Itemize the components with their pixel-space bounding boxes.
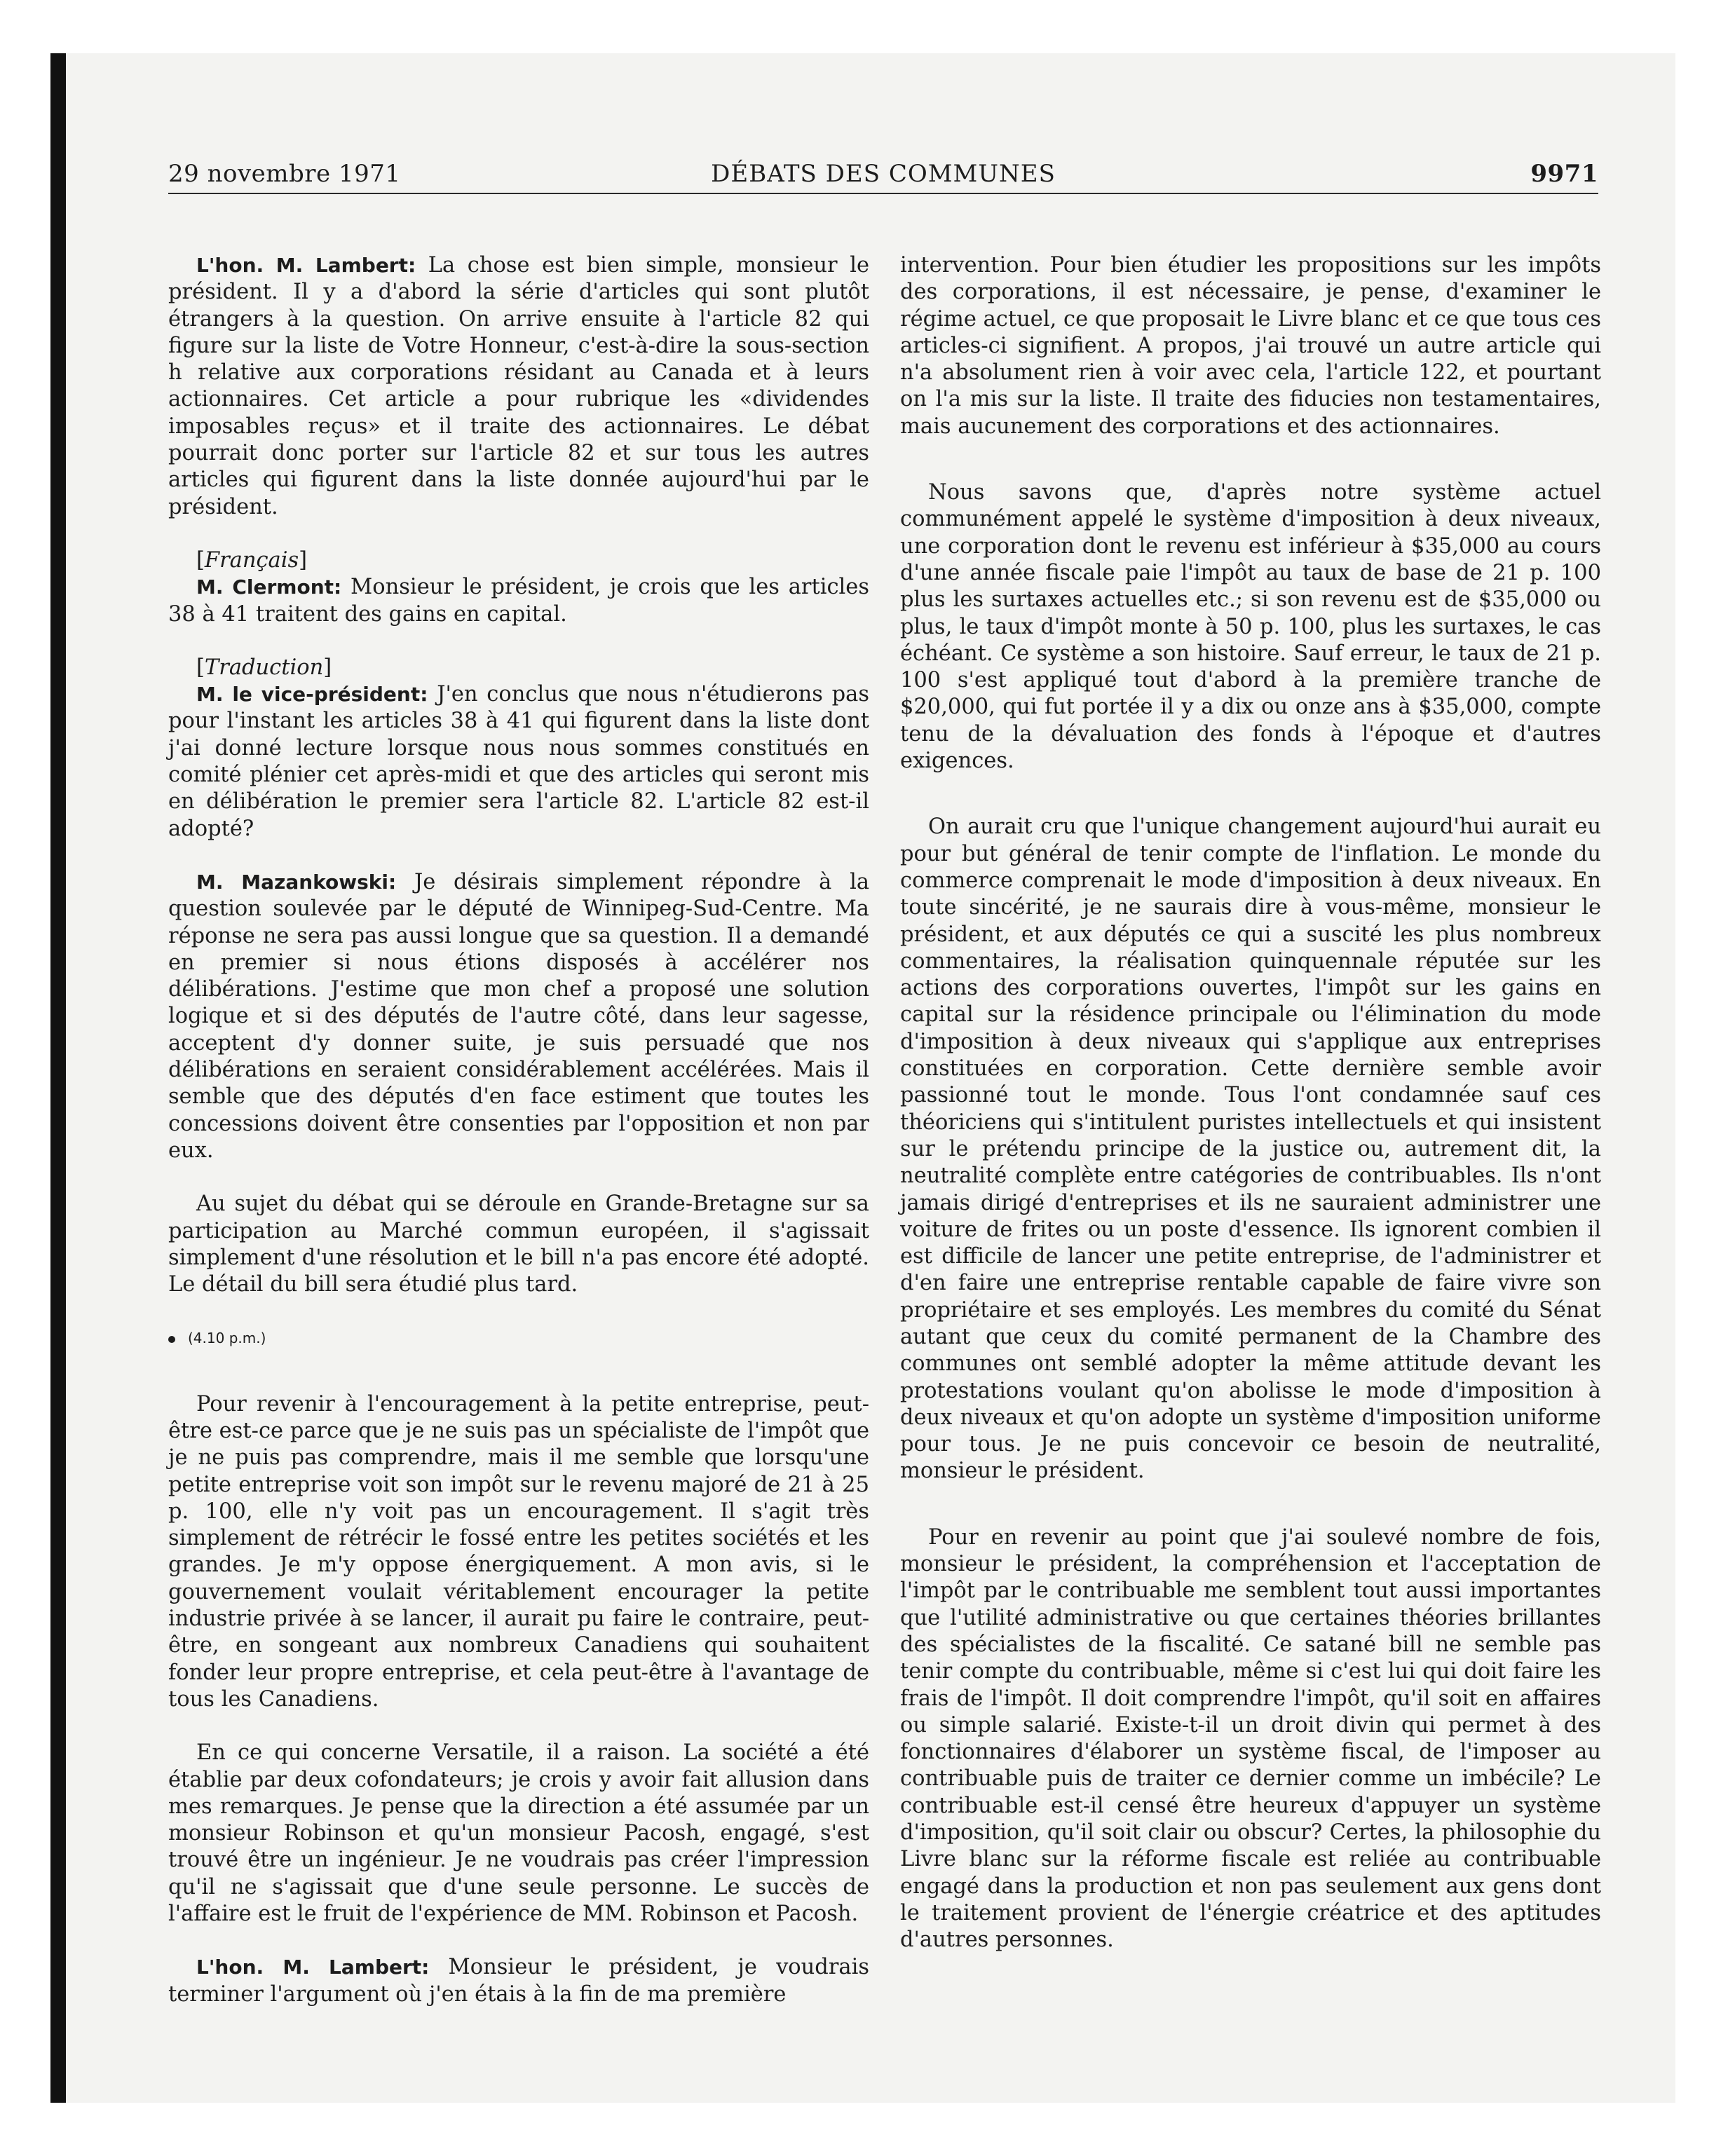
paragraph-mazankowski xyxy=(168,869,869,1164)
language-marker: [Français] xyxy=(196,547,308,573)
speaker-name: M. le vice-président: xyxy=(196,683,428,707)
page-header xyxy=(168,160,1598,193)
scan-edge-shadow xyxy=(50,53,66,2103)
language-label: Traduction xyxy=(204,655,324,680)
paragraph-intervention: intervention. Pour bien étudier les propositions sur les impôts des corporations, il est nécessaire, je pense, d'examiner le régime actuel, ce que proposait le Livre blanc et ce que tous ces articles-ci signifient. A propos, j'ai trouvé un autre article qui n'a absolument rien à voir avec cela, l'article 122, et pourtant on l'a mis sur la liste. Il traite des fiducies non testamentaires, mais aucunement des corporations et des actionnaires. xyxy=(900,253,1601,439)
time-marker xyxy=(168,1325,869,1351)
paragraph-systeme-actuel: Nous savons que, d'après notre système actuel communément appelé le système d'imposition à deux niveaux, une corporation dont le revenu est inférieur à $35,000 au cours d'une année fiscale paie l'impôt au taux de base de 21 p. 100 plus les surtaxes actuelles etc.; si son revenu est de $35,000 ou plus, le taux d'impôt monte à 50 p. 100, plus les surtaxes, le cas échéant. Ce système a son histoire. Sauf erreur, le taux de 21 p. 100 s'est appliqué tout d'abord à la première tranche de $20,000, qui fut portée il y a dix ou onze ans à $35,000, compte tenu de la dévaluation des fonds à l'époque et d'autres exigences. xyxy=(900,480,1601,774)
paragraph-text: Je désirais simplement répondre à la question soulevée par le député de Winnipeg-Sud-Centre. Ma réponse ne sera pas aussi longue que sa question. Il a demandé en premier si nous étions disposés à accélérer nos délibérations. J'estime que mon chef a proposé une solution logique et si des députés de l'autre côté, dans leur sagesse, acceptent d'y donner suite, je suis persuadé que nos délibérations en seraient considérablement accélérées. Mais il semble que des députés d'en face estiment que toutes les concessions doivent être consenties par l'opposition et non par eux. xyxy=(168,869,870,1163)
speaker-name: M. Mazankowski: xyxy=(196,870,397,894)
paragraph-versatile: En ce qui concerne Versatile, il a raison. La société a été établie par deux cofondateurs; je crois y avoir fait allusion dans mes remarques. Je pense que la direction a été assumée par un monsieur Robinson et qu'un monsieur Pacosh, engagé, s'est trouvé être un ingénieur. Je ne voudrais pas créer l'impression qu'il ne s'agissait que d'une seule personne. Le succès de l'affaire est le fruit de l'expérience de MM. Robinson et Pacosh. xyxy=(168,1740,869,1927)
right-column xyxy=(900,252,1601,1954)
paragraph-text: La chose est bien simple, monsieur le président. Il y a d'abord la série d'articles qui sont plutôt étrangers à la question. On arrive ensuite à l'article 82 qui figure sur la liste de Votre Honneur, c'est-à-dire la sous-section h relative aux corporations résidant au Canada et à leurs actionnaires. Cet article a pour rubrique les «dividendes imposables reçus» et il traite des actionnaires. Le débat pourrait donc porter sur l'article 82 et sur tous les autres articles qui figurent dans la liste donnée aujourd'hui par le président. xyxy=(168,253,869,519)
page-number: 9971 xyxy=(1530,160,1598,188)
paragraph-grande-bretagne: Au sujet du débat qui se déroule en Grande-Bretagne sur sa participation au Marché commun européen, il s'agissait simplement d'une résolution et le bill n'a pas encore été adopté. Le détail du bill sera étudié plus tard. xyxy=(168,1192,869,1297)
paragraph-vice-president xyxy=(168,681,869,842)
left-column xyxy=(168,252,869,2008)
paragraph-text: J'en conclus que nous n'étudierons pas pour l'instant les articles 38 à 41 qui figurent dans la liste dont j'ai donné lecture lorsque nous nous sommes constitués en comité plénier cet après-midi et que des articles qui seront mis en délibération le premier sera l'article 82. L'article 82 est-il adopté? xyxy=(168,682,870,841)
speaker-name: L'hon. M. Lambert: xyxy=(196,254,416,277)
header-rule xyxy=(168,193,1598,194)
paragraph-clermont xyxy=(168,574,869,628)
time-text: (4.10 p.m.) xyxy=(188,1330,266,1347)
speaker-name: M. Clermont: xyxy=(196,575,342,599)
header-date: 29 novembre 1971 xyxy=(168,160,401,188)
paragraph-contribuable: Pour en revenir au point que j'ai soulevé nombre de fois, monsieur le président, la compréhension et l'acceptation de l'impôt par le contribuable me semblent tout aussi importantes que l'utilité administrative ou que certaines théories brillantes des spécialistes de la fiscalité. Ce satané bill ne semble pas tenir compte du contribuable, même si c'est lui qui doit faire les frais de l'impôt. Il doit comprendre l'impôt, qu'il soit en affaires ou simple salarié. Existe-t-il un droit divin qui permet à des fonctionnaires d'élaborer un système fiscal, de l'imposer au contribuable puis de traiter ce dernier comme un imbécile? Le contribuable est-il censé être heureux d'appuyer un système d'imposition, qu'il soit clair ou obscur? Certes, la philosophie du Livre blanc sur la réforme fiscale est reliée au contribuable engagé dans la production et non pas seulement aux gens dont le traitement provient de l'énergie créatrice et des aptitudes d'autres personnes. xyxy=(900,1524,1601,1953)
header-title: DÉBATS DES COMMUNES xyxy=(711,160,1056,188)
bullet-icon xyxy=(168,1336,175,1343)
paragraph-inflation: On aurait cru que l'unique changement aujourd'hui aurait eu pour but général de tenir compte de l'inflation. Le monde du commerce comprenait le mode d'imposition à deux niveaux. En toute sincérité, je ne saurais dire à vous-même, monsieur le président, et aux députés ce qui a suscité les plus nombreux commentaires, la réalisation quinquennale réputée sur les actions des corporations ouvertes, l'impôt sur les gains en capital sur la résidence principale ou l'élimination du mode d'imposition à deux niveaux qui s'applique aux entreprises constituées en corporation. Cette dernière semble avoir passionné tout le monde. Tous l'ont condamnée sauf ces théoriciens qui s'intitulent puristes intellectuels et qui insistent sur le prétendu principe de la justice ou, autrement dit, la neutralité complète entre catégories de contribuables. Ils n'ont jamais dirigé d'entreprises et ils ne sauraient administrer une voiture de frites ou un poste d'essence. Ils ignorent combien il est difficile de lancer une petite entreprise, de l'administrer et d'en faire une entreprise rentable capable de faire vivre son propriétaire et ses employés. Les membres du comité du Sénat autant que ceux du comité permanent de la Chambre des communes ont semblé adopter la même attitude devant les protestations voulant qu'on abolisse le mode d'imposition à deux niveaux et qu'on adopte un système d'imposition uniforme pour tous. Je ne puis concevoir ce besoin de neutralité, monsieur le président. xyxy=(900,814,1601,1484)
speaker-name: L'hon. M. Lambert: xyxy=(196,1956,430,1979)
language-marker: [Traduction] xyxy=(196,655,332,680)
language-label: Français xyxy=(204,547,299,573)
paragraph-text: Monsieur le président, je voudrais terminer l'argument où j'en étais à la fin de ma première xyxy=(168,1955,869,2007)
paragraph-petite-entreprise: Pour revenir à l'encouragement à la petite entreprise, peut-être est-ce parce que je ne suis pas un spécialiste de l'impôt que je ne puis pas comprendre, mais il me semble que lorsqu'une petite entreprise voit son impôt sur le revenu majoré de 21 à 25 p. 100, elle n'y voit pas un encouragement. Il s'agit très simplement de rétrécir le fossé entre les petites sociétés et les grandes. Je m'y oppose énergiquement. A mon avis, si le gouvernement voulait véritablement encourager la petite industrie privée à se lancer, il aurait pu faire le contraire, peut-être, en songeant aux nombreux Canadiens qui souhaitent fonder leur propre entreprise, et cela peut-être à l'avantage de tous les Canadiens. xyxy=(168,1391,869,1712)
paragraph-lambert-1 xyxy=(168,252,869,521)
paragraph-lambert-2 xyxy=(168,1954,869,2008)
paragraph-text: Monsieur le président, je crois que les articles 38 à 41 traitent des gains en capital. xyxy=(168,575,870,627)
